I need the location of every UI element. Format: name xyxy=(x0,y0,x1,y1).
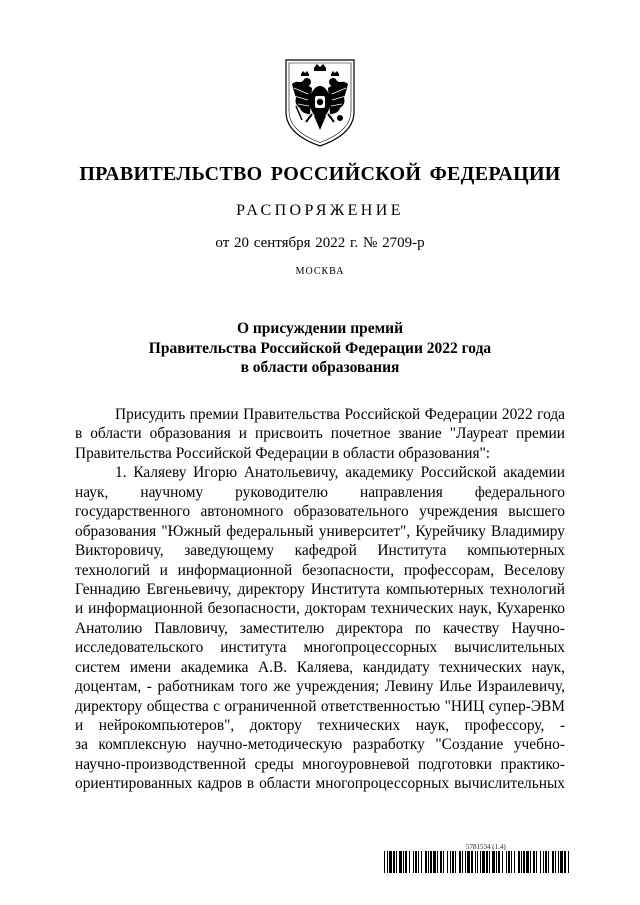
document-city: МОСКВА xyxy=(295,266,345,277)
barcode-stripe xyxy=(521,851,522,873)
barcode-stripe xyxy=(511,851,512,873)
barcode-stripe xyxy=(409,851,410,873)
barcode-stripe xyxy=(489,851,490,873)
barcode-stripe xyxy=(508,851,510,873)
barcode-stripe xyxy=(564,851,566,873)
body-line: директору общества с ограниченной ответственностью "НИЦ супер-ЭВМ xyxy=(75,697,565,715)
barcode-stripe xyxy=(471,851,473,873)
barcode-label: 5781534 (1.4) xyxy=(466,843,506,851)
barcode-stripe xyxy=(555,851,556,873)
barcode-stripe xyxy=(459,851,461,873)
barcode-stripe xyxy=(552,851,554,873)
barcode-stripe xyxy=(502,851,503,873)
barcode-stripe xyxy=(518,851,520,873)
barcode-stripe xyxy=(465,851,466,873)
body-line: Геннадию Евгеньевичу, директору Института компьютерных технологий xyxy=(75,580,565,598)
barcode-stripe xyxy=(418,851,419,873)
barcode-stripe xyxy=(405,851,407,873)
double-headed-eagle-emblem-icon xyxy=(272,54,368,150)
body-line: и информационной безопасности, докторам технических наук, Кухаренко xyxy=(75,600,565,618)
body-line: научно-производственной среды многоуровневой подготовки практико- xyxy=(75,755,565,773)
barcode-stripe xyxy=(543,851,544,873)
barcode-stripe xyxy=(393,851,395,873)
barcode-stripe xyxy=(506,851,507,873)
barcode-stripe xyxy=(462,851,463,873)
barcode-stripe xyxy=(548,851,549,873)
body-line: и нейрокомпьютеров", доктору технических наук, профессору, - xyxy=(75,717,565,734)
body-line: ориентированных кадров в области многопроцессорных вычислительных xyxy=(75,775,565,793)
barcode-stripe xyxy=(486,851,488,873)
body-line: систем имени академика А.В. Каляева, кандидату технических наук, xyxy=(75,658,565,676)
barcode-stripe xyxy=(467,851,470,873)
body-line: Присудить премии Правительства Российской Федерации 2022 года xyxy=(115,406,565,423)
barcode-stripe xyxy=(482,851,485,873)
barcode-stripe xyxy=(540,851,541,873)
barcode-stripe xyxy=(545,851,547,873)
subject-line: О присуждении премий xyxy=(236,320,404,337)
barcode-stripe xyxy=(526,851,529,873)
barcode-stripe xyxy=(452,851,454,873)
body-line: Викторовичу, заведующему кафедрой Института компьютерных xyxy=(75,542,565,560)
barcode-stripe xyxy=(498,851,500,873)
barcode-stripe xyxy=(389,851,392,873)
barcode-stripe xyxy=(387,851,388,873)
barcode-stripe xyxy=(514,851,515,873)
barcode-stripe xyxy=(560,851,563,873)
body-line: государственного автономного образовательного учреждения высшего xyxy=(75,503,565,521)
barcode-stripe xyxy=(437,851,438,873)
barcode-stripe xyxy=(384,851,385,873)
barcode-stripe xyxy=(530,851,531,873)
document-subject xyxy=(0,319,640,378)
subject-line: Правительства Российской Федерации 2022 года xyxy=(148,339,492,357)
barcode-icon xyxy=(384,851,570,873)
barcode-stripe xyxy=(568,851,569,873)
barcode-stripe xyxy=(433,851,436,873)
body-line: Анатолию Павловичу, заместителю директора по качеству Научно- xyxy=(75,619,565,637)
barcode-stripe xyxy=(496,851,497,873)
barcode-stripe xyxy=(450,851,451,873)
government-title: ПРАВИТЕЛЬСТВО РОССИЙСКОЙ ФЕДЕРАЦИИ xyxy=(79,163,561,185)
barcode-stripe xyxy=(492,851,495,873)
barcode-stripe xyxy=(430,851,432,873)
body-line: исследовательского института многопроцессорных вычислительных xyxy=(75,639,565,657)
barcode-stripe xyxy=(455,851,456,873)
barcode-stripe xyxy=(536,851,537,873)
document-body xyxy=(75,405,565,794)
body-line: технологий и информационной безопасности, профессорам, Веселову xyxy=(75,561,565,579)
document-date-number: от 20 сентября 2022 г. № 2709-р xyxy=(215,235,425,251)
body-line: наук, научному руководителю направления федерального xyxy=(75,483,565,501)
barcode-stripe xyxy=(480,851,481,873)
barcode-stripe xyxy=(475,851,476,873)
barcode-stripe xyxy=(413,851,414,873)
barcode-stripe xyxy=(396,851,397,873)
barcode-stripe xyxy=(399,851,402,873)
body-line: доцентам, - работникам того же учреждения; Левину Илье Израилевичу, xyxy=(75,678,565,696)
barcode-stripe xyxy=(421,851,422,873)
body-line: 1. Каляеву Игорю Анатольевичу, академику Российской академии xyxy=(115,464,565,482)
body-line: образования "Южный федеральный университет", Курейчику Владимиру xyxy=(75,522,565,540)
barcode-stripe xyxy=(443,851,444,873)
subject-line: в области образования xyxy=(240,359,400,376)
barcode-stripe xyxy=(425,851,427,873)
body-line: Правительства Российской Федерации в области образования": xyxy=(75,444,491,462)
barcode-stripe xyxy=(533,851,535,873)
barcode-stripe xyxy=(447,851,448,873)
barcode-stripe xyxy=(428,851,429,873)
barcode-stripe xyxy=(440,851,442,873)
barcode-stripe xyxy=(415,851,417,873)
barcode-stripe xyxy=(523,851,525,873)
barcode-stripe xyxy=(477,851,478,873)
body-line: в области образования и присвоить почетное звание "Лауреат премии xyxy=(75,425,565,443)
barcode-stripe xyxy=(558,851,559,873)
body-line: за комплексную научно-методическую разработку "Создание учебно- xyxy=(75,736,565,754)
barcode-stripe xyxy=(403,851,404,873)
document-type: РАСПОРЯЖЕНИЕ xyxy=(236,202,404,219)
